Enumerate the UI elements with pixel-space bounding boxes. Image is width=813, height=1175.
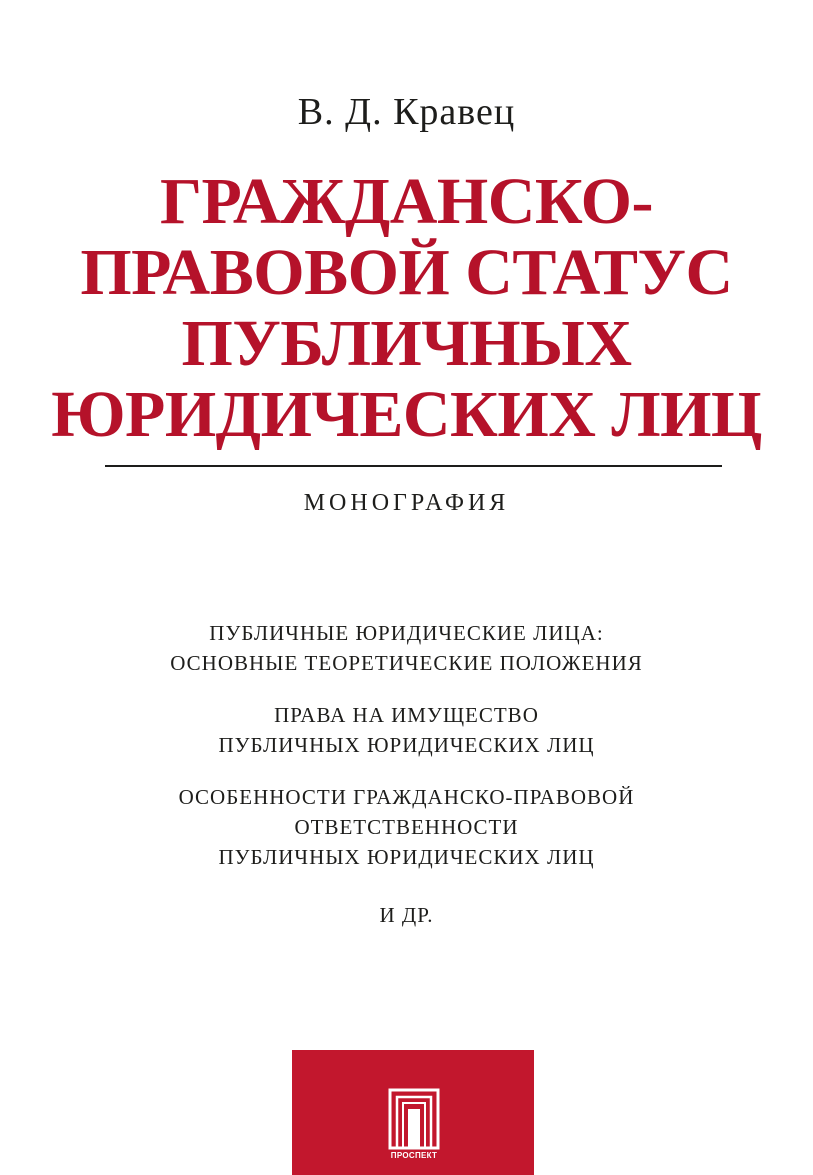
author-name: В. Д. Кравец: [297, 91, 516, 133]
topic-item: [0, 618, 813, 678]
topic-line: ПУБЛИЧНЫЕ ЮРИДИЧЕСКИЕ ЛИЦА:: [209, 621, 604, 645]
topic-item: [0, 782, 813, 872]
title-line: ПРАВОВОЙ СТАТУС: [80, 236, 733, 309]
topic-line: ПУБЛИЧНЫХ ЮРИДИЧЕСКИХ ЛИЦ: [218, 845, 595, 869]
topic-line: ОТВЕТСТВЕННОСТИ: [294, 815, 519, 839]
topic-line: ПРАВА НА ИМУЩЕСТВО: [274, 703, 539, 727]
building-columns-icon: [378, 1088, 450, 1150]
title-divider: [105, 465, 722, 467]
topic-line: ОСНОВНЫЕ ТЕОРЕТИЧЕСКИЕ ПОЛОЖЕНИЯ: [170, 651, 643, 675]
topic-line: ПУБЛИЧНЫХ ЮРИДИЧЕСКИХ ЛИЦ: [218, 733, 595, 757]
title-line: ГРАЖДАНСКО-: [160, 165, 653, 238]
publisher-logo: [378, 1088, 450, 1168]
title-line: ПУБЛИЧНЫХ: [181, 307, 632, 380]
topics-list: [0, 618, 813, 930]
topic-item: [0, 700, 813, 760]
topic-line: ОСОБЕННОСТИ ГРАЖДАНСКО-ПРАВОВОЙ: [178, 785, 635, 809]
book-genre: МОНОГРАФИЯ: [303, 490, 510, 516]
title-line: ЮРИДИЧЕСКИХ ЛИЦ: [51, 378, 762, 451]
book-title: [40, 166, 773, 450]
publisher-name: ПРОСПЕКТ: [390, 1151, 438, 1160]
topics-etc: И ДР.: [379, 903, 434, 927]
